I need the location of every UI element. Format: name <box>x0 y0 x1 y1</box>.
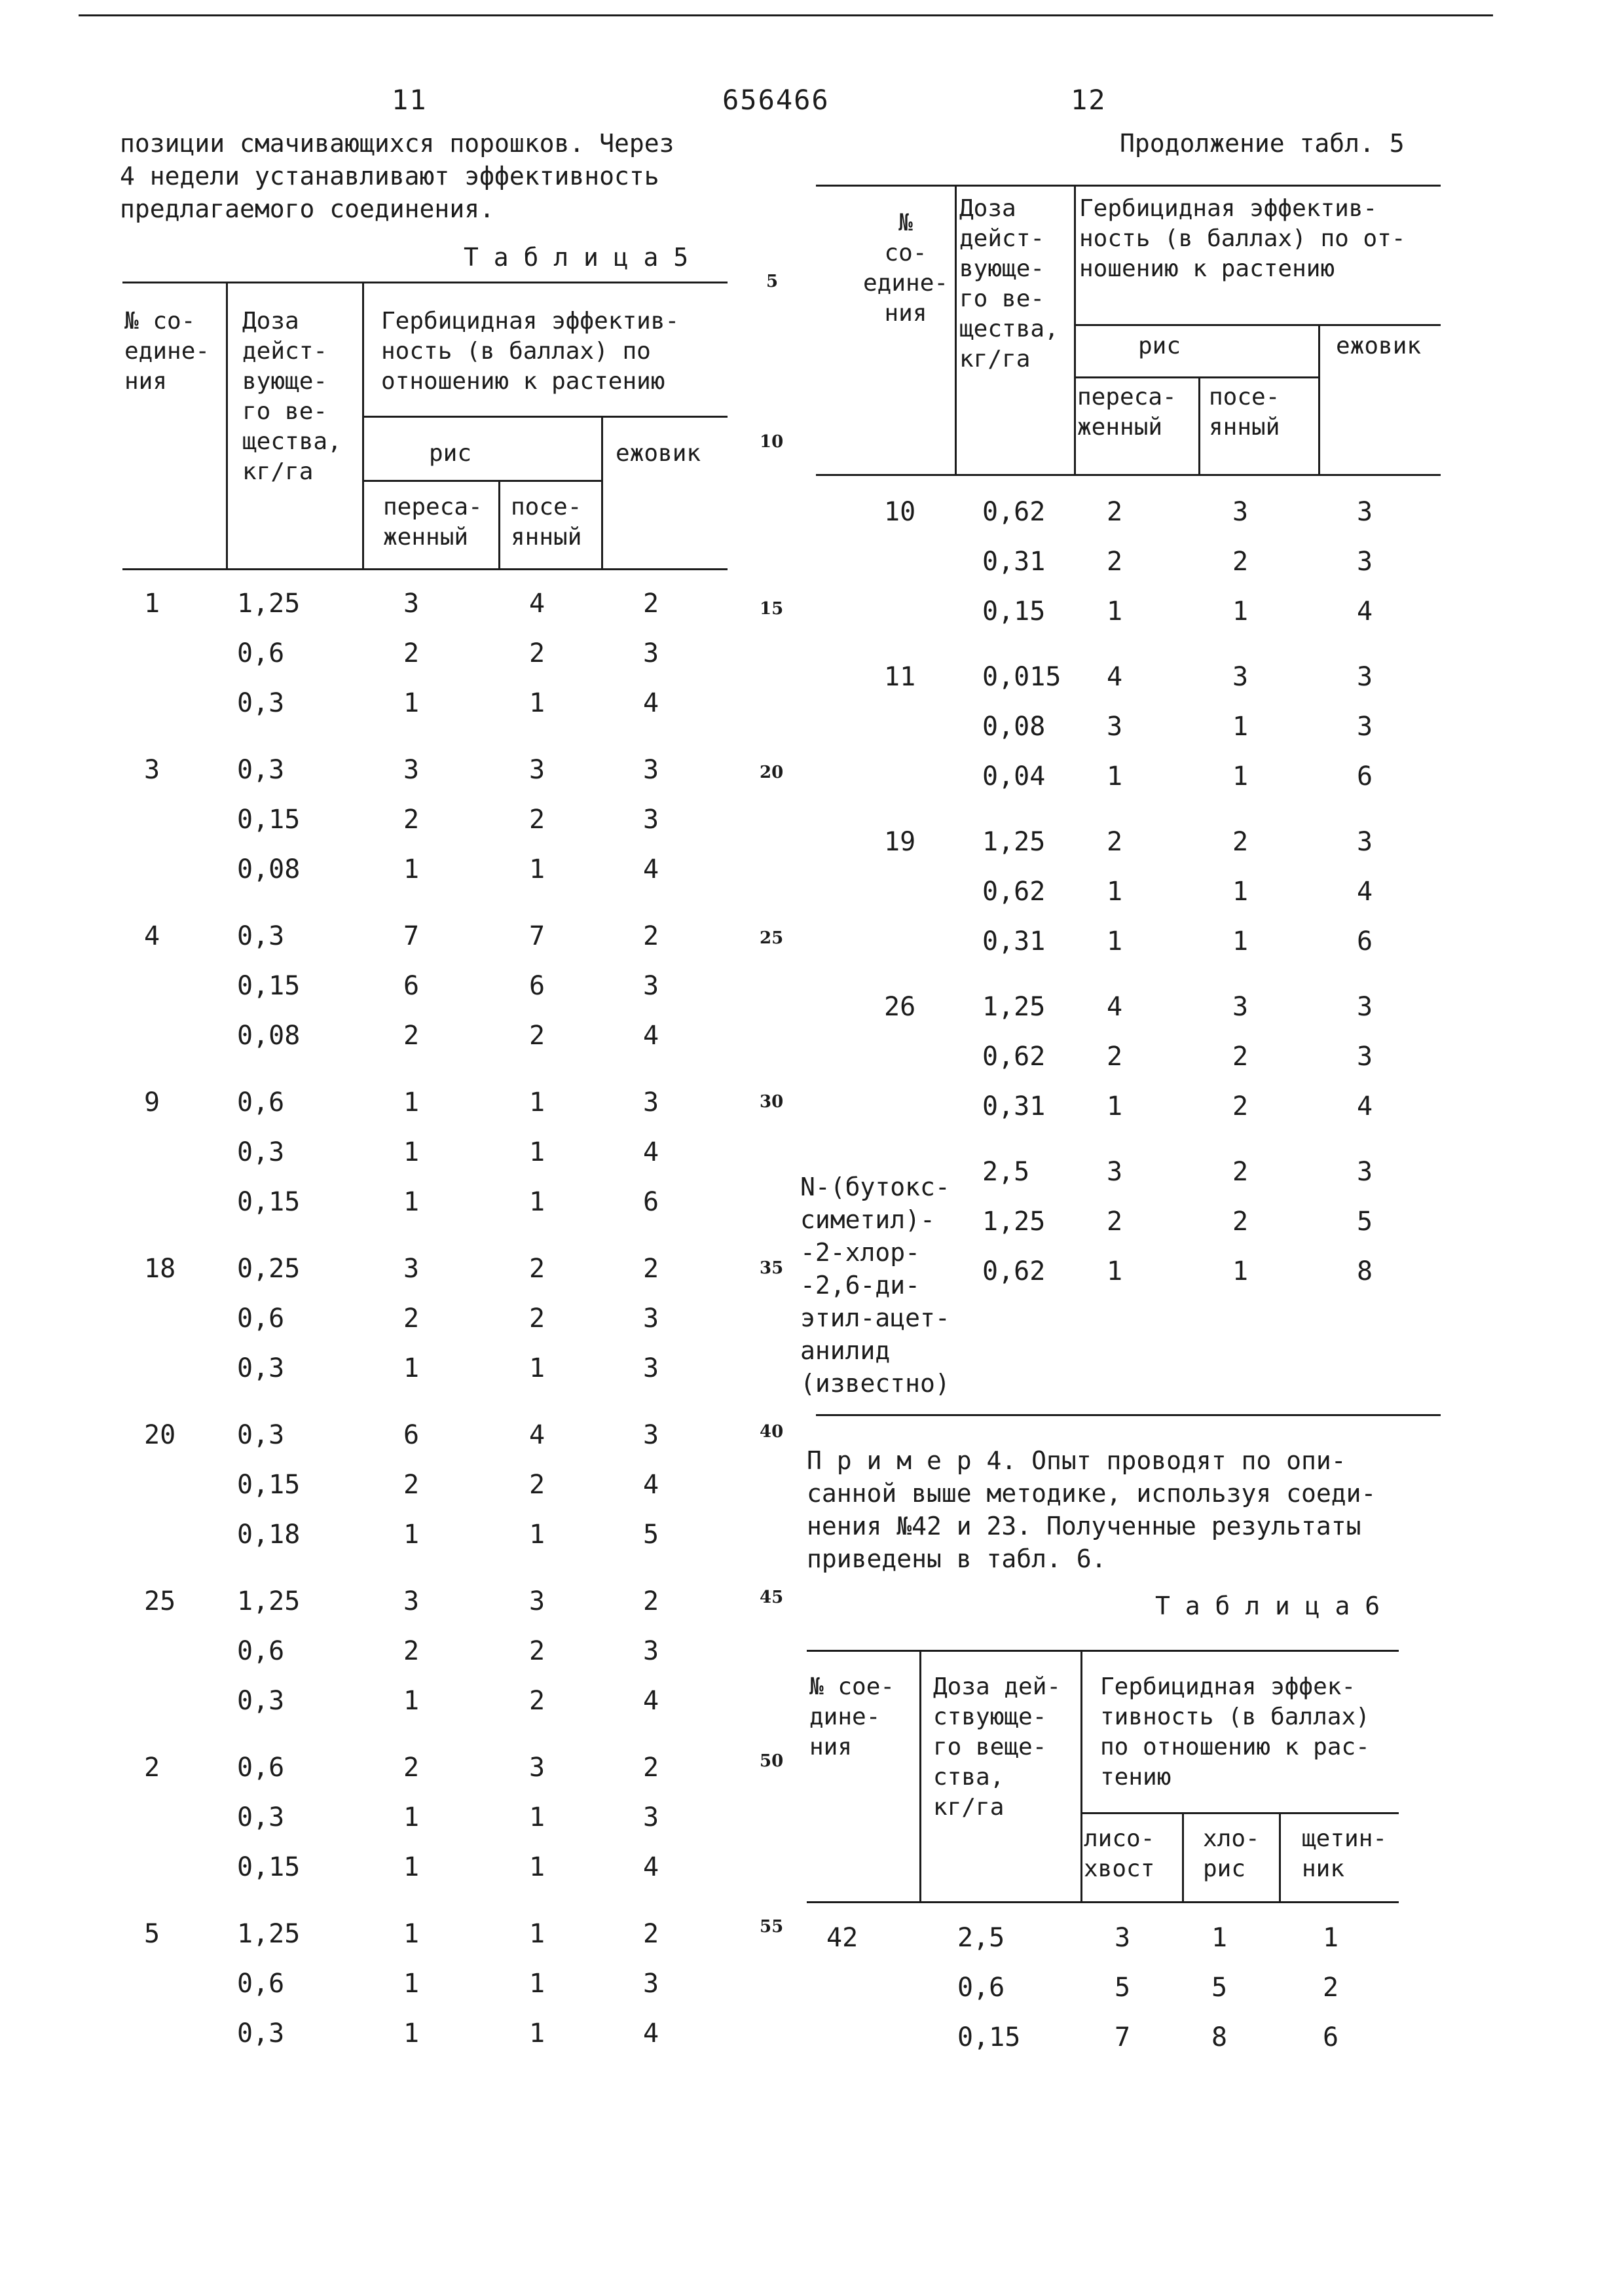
t5-cell-r8-c4: 4 <box>643 1021 659 1051</box>
intro-line-3: предлагаемого соединения. <box>120 194 494 223</box>
t5-cell-r9-c1: 0,6 <box>237 1087 285 1118</box>
t5c-cell-r1-c3: 2 <box>1232 547 1249 577</box>
top-rule <box>79 14 1493 16</box>
t5-cell-r2-c2: 1 <box>403 688 420 718</box>
t5c-cell-r8-c2: 1 <box>1107 926 1123 957</box>
t5-cell-r22-c4: 3 <box>643 1802 659 1832</box>
t5c-cell-r12-c3: 2 <box>1232 1157 1249 1187</box>
t5-header-ezhovik: ежовик <box>616 440 701 467</box>
t5-cell-r9-c0: 9 <box>144 1087 160 1118</box>
t5-header-transplanted: переса- женный <box>383 494 483 551</box>
t6-header-effect: Гербицидная эффек- тивность (в баллах) по отношению к рас- тению <box>1100 1673 1370 1791</box>
t5c-cell-r7-c1: 0,62 <box>982 877 1046 907</box>
t5-cell-r1-c2: 2 <box>403 638 420 668</box>
t5-cell-r14-c4: 3 <box>643 1353 659 1383</box>
t5-cell-r9-c4: 3 <box>643 1087 659 1118</box>
t6-cell-r1-c1: 0,6 <box>957 1973 1005 2003</box>
t5-cell-r26-c2: 1 <box>403 2018 420 2049</box>
t5-cell-r13-c3: 2 <box>529 1303 545 1334</box>
t5-cell-r22-c3: 1 <box>529 1802 545 1832</box>
t5-cell-r0-c2: 3 <box>403 589 420 619</box>
t5-cell-r20-c3: 2 <box>529 1686 545 1716</box>
line-number-45: 45 <box>760 1588 784 1607</box>
t5-cell-r5-c3: 1 <box>529 854 545 884</box>
t5-header-compound: № со- едине- ния <box>124 308 210 395</box>
t6-cell-r2-c3: 8 <box>1211 2022 1228 2052</box>
t5-cell-r12-c0: 18 <box>144 1254 176 1284</box>
t5-cell-r10-c4: 4 <box>643 1137 659 1167</box>
t5-cell-r17-c2: 1 <box>403 1520 420 1550</box>
t5-cell-r5-c2: 1 <box>403 854 420 884</box>
t5c-cell-r11-c2: 1 <box>1107 1091 1123 1121</box>
t5c-cell-r14-c1: 0,62 <box>982 1256 1046 1286</box>
t5-cell-r14-c1: 0,3 <box>237 1353 285 1383</box>
t5-cell-r18-c0: 25 <box>144 1586 176 1616</box>
t5c-cell-r12-c2: 3 <box>1107 1157 1123 1187</box>
t5c-cell-r12-c1: 2,5 <box>982 1157 1030 1187</box>
table5-title: Т а б л и ц а 5 <box>464 243 689 272</box>
t6-header-foxtail: лисо- хвост <box>1084 1825 1155 1882</box>
line-number-15: 15 <box>760 599 784 619</box>
t5c-cell-r12-c4: 3 <box>1357 1157 1373 1187</box>
t6-cell-r1-c2: 5 <box>1115 1973 1131 2003</box>
t5-cell-r25-c2: 1 <box>403 1969 420 1999</box>
t5c-cell-r0-c2: 2 <box>1107 497 1123 527</box>
page-number-left: 11 <box>392 84 428 116</box>
t5c-cell-r9-c0: 26 <box>884 992 916 1022</box>
t5c-cell-r11-c4: 4 <box>1357 1091 1373 1121</box>
t6-cell-r0-c4: 1 <box>1323 1923 1339 1953</box>
t5-cell-r15-c1: 0,3 <box>237 1420 285 1450</box>
line-number-35: 35 <box>760 1258 784 1278</box>
t5-cell-r24-c0: 5 <box>144 1919 160 1949</box>
t5-cell-r6-c1: 0,3 <box>237 921 285 951</box>
t5c-cell-r13-c4: 5 <box>1357 1207 1373 1237</box>
t5c-cell-r4-c3: 1 <box>1232 712 1249 742</box>
t5-cell-r6-c0: 4 <box>144 921 160 951</box>
t5-cell-r0-c1: 1,25 <box>237 589 301 619</box>
t5c-cell-r14-c4: 8 <box>1357 1256 1373 1286</box>
t5-cell-r13-c1: 0,6 <box>237 1303 285 1334</box>
t5c-cell-r3-c4: 3 <box>1357 662 1373 692</box>
t5c-cell-r4-c4: 3 <box>1357 712 1373 742</box>
t5-cell-r18-c4: 2 <box>643 1586 659 1616</box>
t5c-cell-r3-c0: 11 <box>884 662 916 692</box>
line-number-10: 10 <box>760 432 784 452</box>
t5-cell-r7-c4: 3 <box>643 971 659 1001</box>
t5-cell-r5-c4: 4 <box>643 854 659 884</box>
t5-cell-r7-c2: 6 <box>403 971 420 1001</box>
t6-header-chloris: хло- рис <box>1203 1825 1260 1882</box>
t5c-cell-r9-c3: 3 <box>1232 992 1249 1022</box>
t5c-cell-r7-c4: 4 <box>1357 877 1373 907</box>
t5-cell-r14-c3: 1 <box>529 1353 545 1383</box>
t5c-cell-r13-c3: 2 <box>1232 1207 1249 1237</box>
t6-header-dose: Доза дей- ствующе- го веще- ства, кг/га <box>933 1673 1061 1821</box>
t5-cell-r20-c1: 0,3 <box>237 1686 285 1716</box>
t5-cell-r0-c0: 1 <box>144 589 160 619</box>
t5c-cell-r8-c3: 1 <box>1232 926 1249 957</box>
t5-cell-r18-c1: 1,25 <box>237 1586 301 1616</box>
t5-cell-r1-c4: 3 <box>643 638 659 668</box>
t5c-cell-r2-c2: 1 <box>1107 596 1123 627</box>
t5c-cell-r9-c4: 3 <box>1357 992 1373 1022</box>
t5-cell-r6-c4: 2 <box>643 921 659 951</box>
line-number-50: 50 <box>760 1751 784 1771</box>
t5-cell-r10-c2: 1 <box>403 1137 420 1167</box>
t5-cell-r12-c1: 0,25 <box>237 1254 301 1284</box>
t5-cell-r11-c1: 0,15 <box>237 1187 301 1217</box>
t5-cell-r23-c1: 0,15 <box>237 1852 301 1882</box>
intro-line-1: позиции смачивающихся порошков. Через <box>120 129 674 158</box>
line-number-40: 40 <box>760 1422 784 1442</box>
t5c-cell-r1-c1: 0,31 <box>982 547 1046 577</box>
line-number-20: 20 <box>760 763 784 782</box>
intro-line-2: 4 недели устанавливают эффективность <box>120 162 659 191</box>
t5c-cell-r5-c3: 1 <box>1232 761 1249 792</box>
t5-cell-r18-c2: 3 <box>403 1586 420 1616</box>
t5-cell-r1-c1: 0,6 <box>237 638 285 668</box>
line-number-5: 5 <box>766 272 779 291</box>
t5-cell-r26-c4: 4 <box>643 2018 659 2049</box>
t5-cell-r24-c4: 2 <box>643 1919 659 1949</box>
t5-cell-r10-c1: 0,3 <box>237 1137 285 1167</box>
t6-cell-r0-c3: 1 <box>1211 1923 1228 1953</box>
t5-cell-r3-c0: 3 <box>144 755 160 785</box>
t5c-cell-r9-c2: 4 <box>1107 992 1123 1022</box>
t5-cell-r4-c4: 3 <box>643 805 659 835</box>
t5-cell-r0-c3: 4 <box>529 589 545 619</box>
t5-cell-r8-c1: 0,08 <box>237 1021 301 1051</box>
t5-cell-r3-c1: 0,3 <box>237 755 285 785</box>
t5-cell-r9-c2: 1 <box>403 1087 420 1118</box>
t5-cell-r17-c4: 5 <box>643 1520 659 1550</box>
t5-cell-r25-c3: 1 <box>529 1969 545 1999</box>
t5c-cell-r2-c4: 4 <box>1357 596 1373 627</box>
t5-cell-r5-c1: 0,08 <box>237 854 301 884</box>
t5-cell-r19-c3: 2 <box>529 1636 545 1666</box>
t5-cell-r15-c3: 4 <box>529 1420 545 1450</box>
t5-cell-r22-c1: 0,3 <box>237 1802 285 1832</box>
t5-cell-r11-c3: 1 <box>529 1187 545 1217</box>
t5-cell-r16-c4: 4 <box>643 1470 659 1500</box>
t5c-cell-r10-c3: 2 <box>1232 1042 1249 1072</box>
t5-cell-r18-c3: 3 <box>529 1586 545 1616</box>
t5c-cell-r13-c2: 2 <box>1107 1207 1123 1237</box>
t6-cell-r2-c2: 7 <box>1115 2022 1131 2052</box>
t5-cell-r8-c3: 2 <box>529 1021 545 1051</box>
t5c-cell-r7-c2: 1 <box>1107 877 1123 907</box>
t5c-cell-r4-c2: 3 <box>1107 712 1123 742</box>
t5c-cell-r1-c2: 2 <box>1107 547 1123 577</box>
t5-cell-r21-c0: 2 <box>144 1753 160 1783</box>
t5c-cell-r2-c1: 0,15 <box>982 596 1046 627</box>
t5-cell-r0-c4: 2 <box>643 589 659 619</box>
t5-cell-r23-c4: 4 <box>643 1852 659 1882</box>
t5-cell-r2-c1: 0,3 <box>237 688 285 718</box>
t5-cell-r25-c4: 3 <box>643 1969 659 1999</box>
t5-cell-r14-c2: 1 <box>403 1353 420 1383</box>
t5-cell-r19-c4: 3 <box>643 1636 659 1666</box>
t5-cell-r4-c2: 2 <box>403 805 420 835</box>
t5-cell-r24-c3: 1 <box>529 1919 545 1949</box>
t6-cell-r1-c3: 5 <box>1211 1973 1228 2003</box>
t5c-cell-r2-c3: 1 <box>1232 596 1249 627</box>
t5c-cell-r6-c3: 2 <box>1232 827 1249 857</box>
t5c-cell-r8-c1: 0,31 <box>982 926 1046 957</box>
t5-header-sown: посе- янный <box>511 494 582 551</box>
t5-cell-r11-c2: 1 <box>403 1187 420 1217</box>
table5-cont-title: Продолжение табл. 5 <box>1120 129 1405 158</box>
t5c-cell-r6-c2: 2 <box>1107 827 1123 857</box>
t5-cell-r10-c3: 1 <box>529 1137 545 1167</box>
line-number-25: 25 <box>760 928 784 948</box>
t6-cell-r2-c1: 0,15 <box>957 2022 1021 2052</box>
page-number-right: 12 <box>1071 84 1107 116</box>
t5c-cell-r4-c1: 0,08 <box>982 712 1046 742</box>
t5-cell-r7-c3: 6 <box>529 971 545 1001</box>
t5-cell-r7-c1: 0,15 <box>237 971 301 1001</box>
t5-cell-r9-c3: 1 <box>529 1087 545 1118</box>
t5c-cell-r11-c3: 2 <box>1232 1091 1249 1121</box>
t5-cell-r15-c2: 6 <box>403 1420 420 1450</box>
t5c-header-compound: № со- едине- ния <box>863 210 949 327</box>
example4-text: П р и м е р 4. Опыт проводят по опи- санной выше методике, используя соеди- нения №42 и 23. Полученные результаты приведены в табл. 6. <box>807 1446 1376 1573</box>
known-compound-name: N-(бутокс- симетил)- -2-хлор- -2,6-ди- этил-ацет- анилид (известно) <box>800 1173 950 1398</box>
t5-cell-r20-c4: 4 <box>643 1686 659 1716</box>
t5-cell-r23-c3: 1 <box>529 1852 545 1882</box>
t5-cell-r12-c2: 3 <box>403 1254 420 1284</box>
t5-cell-r6-c3: 7 <box>529 921 545 951</box>
t6-cell-r0-c2: 3 <box>1115 1923 1131 1953</box>
t5c-cell-r0-c0: 10 <box>884 497 916 527</box>
t6-header-bristle: щетин- ник <box>1302 1825 1388 1882</box>
t5c-cell-r10-c4: 3 <box>1357 1042 1373 1072</box>
t5-cell-r1-c3: 2 <box>529 638 545 668</box>
t5-header-rice: рис <box>429 440 472 467</box>
t5c-cell-r9-c1: 1,25 <box>982 992 1046 1022</box>
t5c-cell-r14-c2: 1 <box>1107 1256 1123 1286</box>
t5c-cell-r3-c3: 3 <box>1232 662 1249 692</box>
t5-cell-r25-c1: 0,6 <box>237 1969 285 1999</box>
t5-cell-r15-c0: 20 <box>144 1420 176 1450</box>
t5-cell-r16-c2: 2 <box>403 1470 420 1500</box>
t5-cell-r2-c3: 1 <box>529 688 545 718</box>
t5-cell-r17-c3: 1 <box>529 1520 545 1550</box>
t5c-header-transplanted: переса- женный <box>1077 384 1177 441</box>
t5-header-dose: Доза дейст- вующе- го ве- щества, кг/га <box>242 308 342 485</box>
t5-cell-r13-c2: 2 <box>403 1303 420 1334</box>
t5-cell-r3-c3: 3 <box>529 755 545 785</box>
t5c-cell-r0-c4: 3 <box>1357 497 1373 527</box>
t5-cell-r22-c2: 1 <box>403 1802 420 1832</box>
t5c-header-sown: посе- янный <box>1209 384 1280 441</box>
t5-cell-r11-c4: 6 <box>643 1187 659 1217</box>
t5-cell-r21-c2: 2 <box>403 1753 420 1783</box>
t5c-cell-r10-c1: 0,62 <box>982 1042 1046 1072</box>
t5-cell-r21-c4: 2 <box>643 1753 659 1783</box>
t5c-cell-r14-c3: 1 <box>1232 1256 1249 1286</box>
t5-cell-r4-c3: 2 <box>529 805 545 835</box>
t6-cell-r1-c4: 2 <box>1323 1973 1339 2003</box>
t5c-cell-r7-c3: 1 <box>1232 877 1249 907</box>
t5-cell-r26-c1: 0,3 <box>237 2018 285 2049</box>
t5-cell-r16-c1: 0,15 <box>237 1470 301 1500</box>
t5c-cell-r8-c4: 6 <box>1357 926 1373 957</box>
t5-header-effect: Гербицидная эффектив- ность (в баллах) по отношению к растению <box>381 308 680 395</box>
t5c-header-dose: Доза дейст- вующе- го ве- щества, кг/га <box>959 195 1059 373</box>
t5-cell-r16-c3: 2 <box>529 1470 545 1500</box>
t5c-header-effect: Гербицидная эффектив- ность (в баллах) по от- ношению к растению <box>1079 195 1406 282</box>
t5-cell-r17-c1: 0,18 <box>237 1520 301 1550</box>
t5-cell-r26-c3: 1 <box>529 2018 545 2049</box>
t5-cell-r15-c4: 3 <box>643 1420 659 1450</box>
t5c-cell-r0-c1: 0,62 <box>982 497 1046 527</box>
t5-cell-r2-c4: 4 <box>643 688 659 718</box>
t5-cell-r12-c4: 2 <box>643 1254 659 1284</box>
line-number-55: 55 <box>760 1917 784 1937</box>
t5c-cell-r13-c1: 1,25 <box>982 1207 1046 1237</box>
t6-header-compound: № сое- дине- ния <box>809 1673 895 1760</box>
t5c-cell-r5-c2: 1 <box>1107 761 1123 792</box>
t5-cell-r21-c3: 3 <box>529 1753 545 1783</box>
t6-cell-r0-c0: 42 <box>826 1923 858 1953</box>
t5-cell-r3-c2: 3 <box>403 755 420 785</box>
t5-cell-r3-c4: 3 <box>643 755 659 785</box>
t5c-cell-r3-c1: 0,015 <box>982 662 1061 692</box>
table6-title: Т а б л и ц а 6 <box>1155 1592 1380 1620</box>
t5-cell-r24-c1: 1,25 <box>237 1919 301 1949</box>
t5-cell-r21-c1: 0,6 <box>237 1753 285 1783</box>
t5-cell-r24-c2: 1 <box>403 1919 420 1949</box>
t5-cell-r8-c2: 2 <box>403 1021 420 1051</box>
t5-cell-r19-c2: 2 <box>403 1636 420 1666</box>
t5c-cell-r10-c2: 2 <box>1107 1042 1123 1072</box>
t5-cell-r4-c1: 0,15 <box>237 805 301 835</box>
t5c-cell-r3-c2: 4 <box>1107 662 1123 692</box>
line-number-30: 30 <box>760 1092 784 1112</box>
t5c-cell-r0-c3: 3 <box>1232 497 1249 527</box>
t5c-cell-r5-c1: 0,04 <box>982 761 1046 792</box>
t5c-cell-r6-c1: 1,25 <box>982 827 1046 857</box>
t5-cell-r23-c2: 1 <box>403 1852 420 1882</box>
t5c-cell-r6-c0: 19 <box>884 827 916 857</box>
t5-cell-r12-c3: 2 <box>529 1254 545 1284</box>
t5c-cell-r6-c4: 3 <box>1357 827 1373 857</box>
t5-cell-r20-c2: 1 <box>403 1686 420 1716</box>
t5c-cell-r5-c4: 6 <box>1357 761 1373 792</box>
t6-cell-r0-c1: 2,5 <box>957 1923 1005 1953</box>
t6-cell-r2-c4: 6 <box>1323 2022 1339 2052</box>
t5-cell-r13-c4: 3 <box>643 1303 659 1334</box>
t5c-header-ezhovik: ежовик <box>1336 333 1422 359</box>
t5c-cell-r11-c1: 0,31 <box>982 1091 1046 1121</box>
t5-cell-r19-c1: 0,6 <box>237 1636 285 1666</box>
t5c-header-rice: рис <box>1138 333 1181 359</box>
patent-number: 656466 <box>722 84 830 116</box>
t5c-cell-r1-c4: 3 <box>1357 547 1373 577</box>
t5-cell-r6-c2: 7 <box>403 921 420 951</box>
